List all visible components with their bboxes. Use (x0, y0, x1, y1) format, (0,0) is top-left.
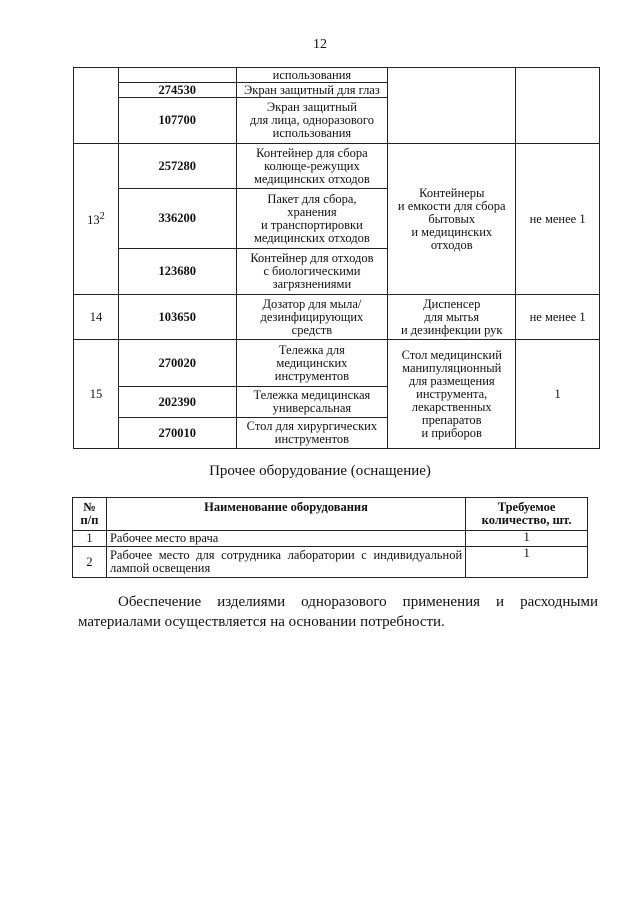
type-cell: Контейнеры и емкости для сбора бытовых и медицинских отходов (388, 144, 516, 295)
table-row (74, 340, 600, 387)
code-cell: 274530 (118, 83, 236, 98)
name-cell: Тележка медицинская универсальная (236, 387, 388, 418)
other-equipment-table (72, 497, 588, 578)
code-cell: 257280 (118, 144, 236, 189)
supply-paragraph: Обеспечение изделиями одноразового применения и расходными материалами осуществляется на основании потребности. (78, 594, 598, 630)
name-cell: Экран защитный для лица, одноразового использования (236, 98, 388, 144)
code-cell: 103650 (118, 295, 236, 340)
qty-cell (516, 68, 600, 144)
table-row (74, 144, 600, 189)
code-cell: 107700 (118, 98, 236, 144)
row-number-cell: 1 (73, 531, 107, 547)
type-cell (388, 68, 516, 144)
name-cell: Рабочее место врача (106, 531, 465, 547)
type-cell: Диспенсер для мытья и дезинфекции рук (388, 295, 516, 340)
code-cell: 336200 (118, 189, 236, 249)
row-number-cell: 2 (73, 547, 107, 578)
name-cell: Стол для хирургических инструментов (236, 418, 388, 449)
code-cell: 270010 (118, 418, 236, 449)
column-header: Требуемое количество, шт. (466, 498, 588, 531)
column-header: Наименование оборудования (106, 498, 465, 531)
qty-cell: 1 (516, 340, 600, 449)
name-cell: Дозатор для мыла/ дезинфицирующих средств (236, 295, 388, 340)
code-cell (118, 68, 236, 83)
qty-cell: 1 (466, 531, 588, 547)
name-cell: Экран защитный для глаз (236, 83, 388, 98)
section-heading: Прочее оборудование (оснащение) (209, 463, 431, 479)
code-cell: 123680 (118, 249, 236, 295)
name-cell: использования (236, 68, 388, 83)
qty-cell: не менее 1 (516, 295, 600, 340)
equipment-table (73, 67, 600, 449)
qty-cell: 1 (466, 547, 588, 578)
table-header-row (73, 498, 588, 531)
name-cell: Рабочее место для сотрудника лаборатории с индивидуальной лампой освещения (106, 547, 465, 578)
name-cell: Контейнер для сбора колюще-режущих медицинских отходов (236, 144, 388, 189)
name-cell: Контейнер для отходов с биологическими загрязнениями (236, 249, 388, 295)
name-cell: Пакет для сбора, хранения и транспортировки медицинских отходов (236, 189, 388, 249)
table-row (74, 68, 600, 83)
table-row (73, 547, 588, 578)
code-cell: 202390 (118, 387, 236, 418)
code-cell: 270020 (118, 340, 236, 387)
column-header: № п/п (73, 498, 107, 531)
row-number-cell: 14 (74, 295, 119, 340)
row-number-cell: 15 (74, 340, 119, 449)
table-row (73, 531, 588, 547)
row-number-cell (74, 68, 119, 144)
qty-cell: не менее 1 (516, 144, 600, 295)
table-row (74, 295, 600, 340)
page-number: 12 (313, 37, 327, 52)
type-cell: Стол медицинский манипуляционный для размещения инструмента, лекарственных препаратов и приборов (388, 340, 516, 449)
row-number-cell: $13^2$ (74, 144, 119, 295)
name-cell: Тележка для медицинских инструментов (236, 340, 388, 387)
